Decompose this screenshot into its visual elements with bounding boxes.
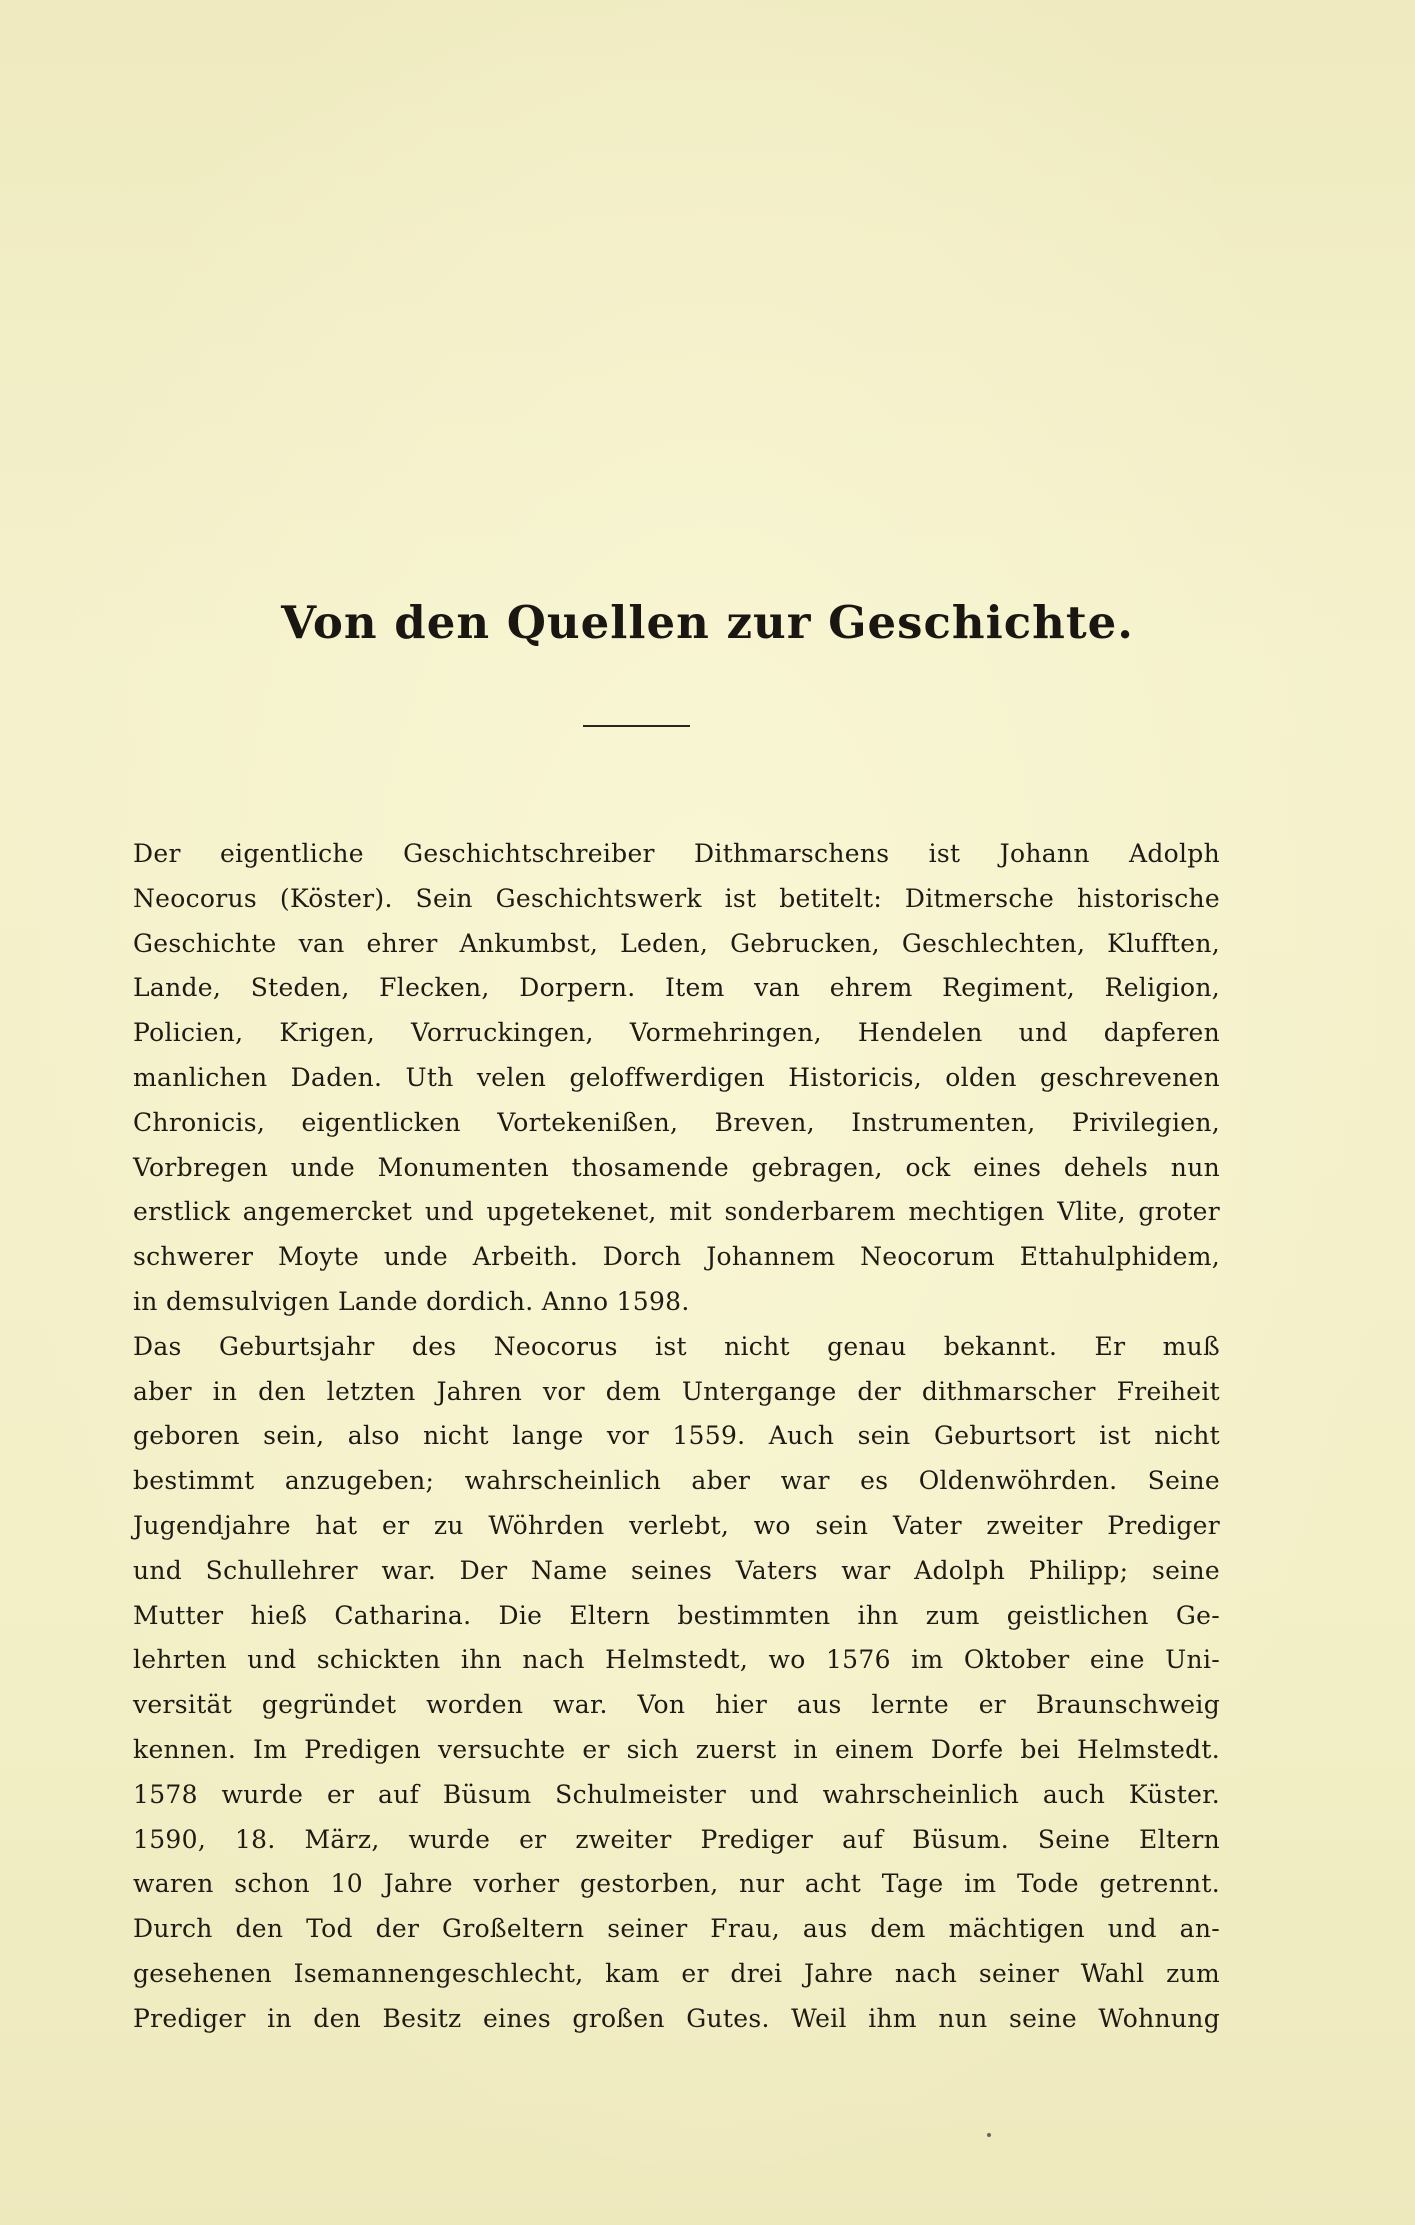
text-line: kennen. Im Predigen versuchte er sich zuerst in einem Dorfe bei Helmstedt. xyxy=(133,1734,1220,1764)
body-text xyxy=(133,832,1220,2042)
text-line: Der eigentliche Geschichtschreiber Dithmarschens ist Johann Adolph xyxy=(133,839,1220,868)
text-line: erstlick angemercket und upgetekenet, mit sonderbarem mechtigen Vlite, groter xyxy=(133,1197,1220,1227)
text-line: manlichen Daden. Uth velen geloffwerdigen Historicis, olden geschrevenen xyxy=(133,1062,1220,1092)
text-line: in demsulvigen Lande dordich. Anno 1598. xyxy=(133,1286,690,1316)
title-divider xyxy=(583,725,690,727)
text-line: schwerer Moyte unde Arbeith. Dorch Johannem Neocorum Ettahulphidem, xyxy=(133,1242,1220,1272)
text-line: Neocorus (Köster). Sein Geschichtswerk ist betitelt: Ditmersche historische xyxy=(133,883,1220,913)
text-line: Mutter hieß Catharina. Die Eltern bestimmten ihn zum geistlichen Ge- xyxy=(133,1600,1220,1630)
text-line: Prediger in den Besitz eines großen Gutes. Weil ihm nun seine Wohnung xyxy=(133,2003,1220,2033)
text-line: 1590, 18. März, wurde er zweiter Prediger auf Büsum. Seine Eltern xyxy=(133,1824,1220,1854)
text-line: Jugendjahre hat er zu Wöhrden verlebt, wo sein Vater zweiter Prediger xyxy=(133,1510,1220,1540)
text-line: und Schullehrer war. Der Name seines Vaters war Adolph Philipp; seine xyxy=(133,1555,1220,1585)
text-line: Vorbregen unde Monumenten thosamende gebragen, ock eines dehels nun xyxy=(133,1152,1220,1182)
text-line: Das Geburtsjahr des Neocorus ist nicht genau bekannt. Er muß xyxy=(133,1331,1220,1361)
section-title: Von den Quellen zur Geschichte. xyxy=(281,596,1134,649)
text-line: geboren sein, also nicht lange vor 1559. Auch sein Geburtsort ist nicht xyxy=(133,1421,1220,1451)
text-line: Lande, Steden, Flecken, Dorpern. Item van ehrem Regiment, Religion, xyxy=(133,973,1220,1003)
text-line: 1578 wurde er auf Büsum Schulmeister und wahrscheinlich auch Küster. xyxy=(133,1779,1220,1809)
text-line: Policien, Krigen, Vorruckingen, Vormehringen, Hendelen und dapferen xyxy=(133,1018,1220,1048)
text-line: bestimmt anzugeben; wahrscheinlich aber war es Oldenwöhrden. Seine xyxy=(133,1466,1220,1496)
text-line: waren schon 10 Jahre vorher gestorben, nur acht Tage im Tode getrennt. xyxy=(133,1869,1220,1899)
text-line: lehrten und schickten ihn nach Helmstedt, wo 1576 im Oktober eine Uni- xyxy=(133,1645,1220,1675)
text-line: aber in den letzten Jahren vor dem Untergange der dithmarscher Freiheit xyxy=(133,1376,1220,1406)
text-line: versität gegründet worden war. Von hier aus lernte er Braunschweig xyxy=(133,1690,1220,1720)
paper-speck xyxy=(987,2133,991,2137)
text-line: gesehenen Isemannengeschlecht, kam er drei Jahre nach seiner Wahl zum xyxy=(133,1958,1220,1988)
text-line: Durch den Tod der Großeltern seiner Frau, aus dem mächtigen und an- xyxy=(133,1914,1220,1944)
text-line: Geschichte van ehrer Ankumbst, Leden, Gebrucken, Geschlechten, Klufften, xyxy=(133,928,1220,958)
text-line: Chronicis, eigentlicken Vortekenißen, Breven, Instrumenten, Privilegien, xyxy=(133,1107,1220,1137)
